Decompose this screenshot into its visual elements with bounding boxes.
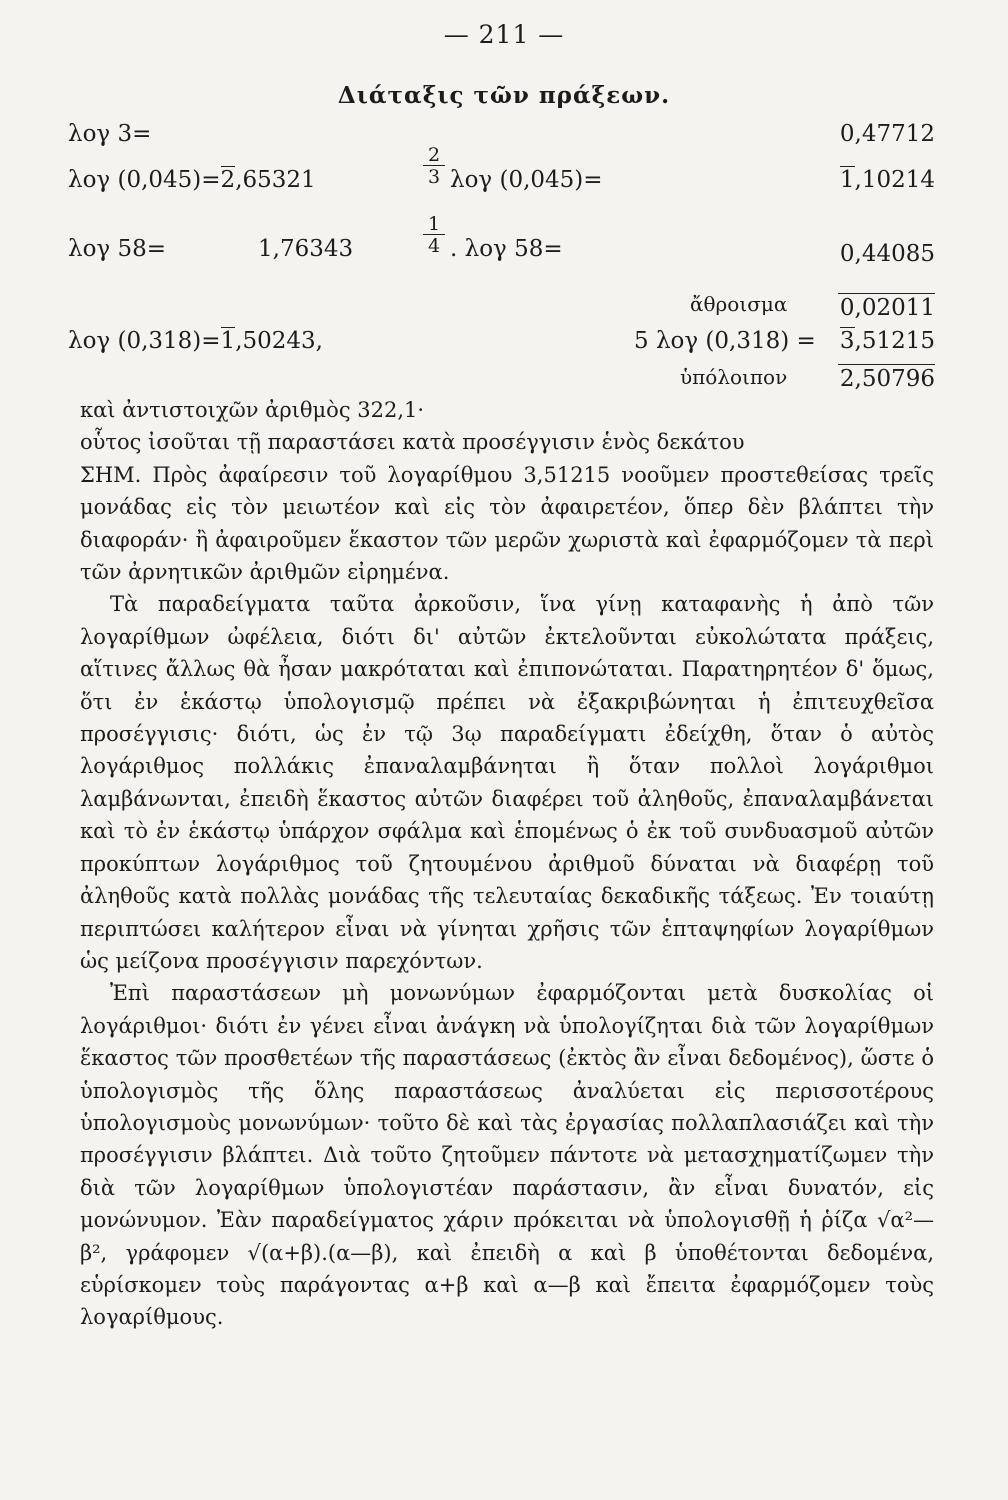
body-text [80, 394, 934, 1334]
log58-value: 1,76343 [258, 236, 354, 262]
log-0045-label: λογ (0,045)= [68, 167, 221, 193]
note-paragraph: ΣΗΜ. Πρὸς ἀφαίρεσιν τοῦ λογαρίθμου 3,51215 νοοῦμεν προστεθείσας τρεῖς μονάδας εἰς τὸν μειωτέον καὶ εἰς τὸν ἀφαιρετέον, ὅπερ δὲν βλάπτει τὴν διαφοράν· ἢ ἀφαιροῦμεν ἕκαστον τῶν μερῶν χωριστὰ καὶ ἐφαρμόζομεν τὰ περὶ τῶν ἀρνητικῶν ἀριθμῶν εἰρημένα. [80, 462, 934, 585]
log58-result: 0,44085 [839, 241, 935, 267]
fraction-denominator: 4 [423, 234, 445, 256]
correspondence-line: καὶ ἀντιστοιχῶν ἀριθμὸς 322,1· [80, 398, 425, 422]
page-number: — 211 — [443, 20, 565, 49]
paragraph-logarithm-benefits: Τὰ παραδείγματα ταῦτα ἀρκοῦσιν, ἵνα γίνῃ καταφανὴς ἡ ἀπὸ τῶν λογαρίθμων ὠφέλεια, διότι δι' αὐτῶν ἐκτελοῦνται εὐκολώτατα πράξεις, αἵτινες ἄλλως θὰ ἦσαν μακρόταται καὶ ἐπιπονώταται. Παρατηρητέον δ' ὅμως, ὅτι ἐν ἑκάστῳ ὑπολογισμῷ πρέπει νὰ ἐξακριβώνηται ἡ ἐπιτευχθεῖσα προσέγγισις· διότι, ὡς ἐν τῷ 3ῳ παραδείγματι ἐδείχθη, ὅταν ὁ αὐτὸς λογάριθμος πολλάκις ἐπαναλαμβάνηται ἢ ὅταν πολλοὶ λογάριθμοι λαμβάνωνται, ἐπειδὴ ἕκαστος αὐτῶν διαφέρει τοῦ ἀληθοῦς, ἐπαναλαμβάνεται καὶ τὸ ἐν ἑκάστῳ ὑπάρχον σφάλμα καὶ ἑπομένως ὁ ἐκ τοῦ συνδυασμοῦ αὐτῶν προκύπτων λογάριθμος τοῦ ζητουμένου ἀριθμοῦ δύναται νὰ διαφέρῃ τοῦ ἀληθοῦς κατὰ πολλὰς μονάδας τῆς τελευταίας δεκαδικῆς τάξεως. Ἐν τοιαύτῃ περιπτώσει καλήτερον εἶναι νὰ γίνηται χρῆσις τῶν ἑπταψηφίων λογαρίθμων ὡς μείζονα προσέγγισιν παρεχόντων. [80, 592, 934, 973]
bar-characteristic: 1 [839, 167, 855, 193]
log-0318-mantissa: ,50243, [235, 328, 323, 354]
log-0045-left [68, 169, 316, 192]
sum-value: 0,02011 [839, 295, 935, 321]
sum-label: ἄθροισμα [690, 292, 788, 316]
log-0318-label: λογ (0,318)= [68, 328, 221, 354]
result-mantissa: ,10214 [854, 167, 935, 193]
bar-characteristic: 3 [839, 328, 855, 354]
five-log-0318-value [780, 330, 935, 353]
log-0045-result [780, 169, 935, 192]
bar-characteristic: 2 [220, 167, 236, 193]
approximation-line: οὗτος ἰσοῦται τῇ παραστάσει κατὰ προσέγγισιν ἑνὸς δεκάτου [80, 430, 745, 455]
fraction-numerator: 2 [427, 144, 441, 166]
section-heading: Διάταξις τῶν πράξεων. [337, 82, 671, 109]
remainder-value: 2,50796 [839, 366, 935, 392]
five-log-0318: 5 λογ (0,318) = [634, 328, 816, 354]
fraction-denominator: 3 [423, 165, 445, 187]
log-0318-left [68, 330, 323, 353]
log58-mid: . λογ 58= [450, 236, 563, 262]
fraction-numerator: 1 [427, 213, 441, 235]
bar-characteristic: 1 [220, 328, 236, 354]
log-0045-mantissa: ,65321 [235, 167, 316, 193]
log3-label: λογ 3= [68, 121, 152, 147]
log58-label: λογ 58= [68, 236, 167, 262]
log-0045-mid: λογ (0,045)= [450, 167, 603, 193]
fraction-two-thirds [423, 146, 445, 187]
remainder-label: ὑπόλοιπον [680, 365, 788, 389]
paragraph-non-monomial: Ἐπὶ παραστάσεων μὴ μονωνύμων ἐφαρμόζονται μετὰ δυσκολίας οἱ λογάριθμοι· διότι ἐν γένει εἶναι ἀνάγκη νὰ ὑπολογίζηται διὰ τῶν λογαρίθμων ἕκαστος τῶν προσθετέων τῆς παραστάσεως (ἐκτὸς ἂν εἶναι δεδομένος), ὥστε ὁ ὑπολογισμὸς τῆς ὅλης παραστάσεως ἀναλύεται εἰς περισσοτέρους ὑπολογισμοὺς μονωνύμων· τοῦτο δὲ καὶ τὰς ἐργασίας πολλαπλασιάζει καὶ τὴν προσέγγισιν βλάπτει. Διὰ τοῦτο ζητοῦμεν πάντοτε νὰ μετασχηματίζωμεν τὴν διὰ τῶν λογαρίθμων ὑπολογιστέαν παράστασιν, ἂν εἶναι δυνατόν, εἰς μονώνυμον. Ἐὰν παραδείγματος χάριν πρόκειται νὰ ὑπολογισθῇ ἡ ῥίζα √α²—β², γράφομεν √(α+β).(α—β), καὶ ἐπειδὴ α καὶ β ὑποθέτονται δεδομένα, εὑρίσκομεν τοὺς παράγοντας α+β καὶ α—β καὶ ἔπειτα ἐφαρμόζομεν τοὺς λογαρίθμους. [80, 981, 934, 1330]
fraction-one-quarter [423, 215, 445, 256]
log3-value: 0,47712 [839, 121, 935, 147]
result-mantissa: ,51215 [854, 328, 935, 354]
